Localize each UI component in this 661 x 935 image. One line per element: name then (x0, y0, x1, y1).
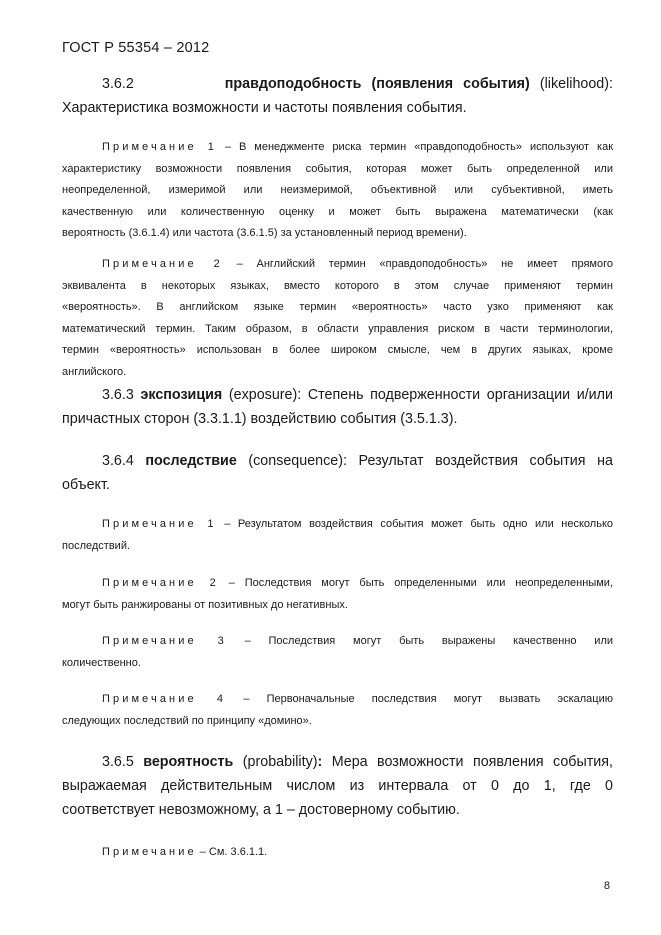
note-3-6-2-2 (62, 254, 613, 383)
term-line (62, 750, 613, 774)
note-label: Примечание 4 (102, 693, 227, 705)
term-definition: (exposure): Степень подверженности организации и/или (228, 387, 613, 403)
note-line: вероятность (3.6.1.4) или частота (3.6.1.5) за установленный период времени). (62, 227, 467, 239)
note-line (62, 631, 613, 653)
page-number: 8 (603, 880, 610, 892)
note-text: – Последствия могут быть определенными или неопределенными, (228, 577, 613, 589)
term-line: соответствует невозможному, а 1 – достоверному событию. (62, 802, 460, 818)
term-name: экспозиция (140, 387, 223, 403)
note-label: Примечание 3 (102, 635, 227, 647)
term-name: вероятность (143, 754, 234, 770)
note-line (62, 842, 613, 864)
note-line (62, 573, 613, 595)
term-3-6-2 (62, 72, 613, 120)
note-line: термин «вероятность» использован в более широком смысле, чем в других языках, кроме (62, 344, 613, 356)
note-3-6-2-1 (62, 137, 613, 245)
term-name-ext: (появления события) (371, 76, 530, 92)
term-3-6-3 (62, 383, 613, 431)
note-text: – Результатом воздействия события может быть одно или несколько (224, 518, 614, 530)
note-line: эквивалента в некоторых языках, вместо которого в этом случае применяют термин (62, 279, 613, 292)
term-number: 3.6.4 (102, 453, 134, 469)
note-3-6-4-4 (62, 689, 613, 732)
term-definition: Характеристика возможности и частоты появления события. (62, 100, 467, 116)
note-3-6-4-3 (62, 631, 613, 674)
term-line (62, 72, 613, 96)
note-text: – Английский термин «правдоподобность» не имеет прямого (236, 258, 613, 270)
note-label: Примечание 2 (102, 258, 223, 270)
note-3-6-4-2 (62, 573, 613, 616)
note-text: – См. 3.6.1.1. (199, 846, 268, 858)
note-line: количественно. (62, 656, 141, 669)
note-label: Примечание 1 (102, 518, 217, 530)
note-line: последствий. (62, 539, 131, 552)
note-label: Примечание 2 (102, 577, 219, 589)
term-english: (likelihood): (539, 76, 613, 92)
term-definition: (consequence): Результат воздействия события на (248, 453, 613, 469)
note-line (62, 689, 613, 711)
term-number: 3.6.5 (102, 754, 134, 770)
term-colon: : (317, 754, 323, 770)
note-line: качественную или количественную оценку и может быть выражена математически (как (62, 205, 613, 218)
note-3-6-5 (62, 842, 613, 864)
note-line: могут быть ранжированы от позитивных до негативных. (62, 598, 348, 611)
term-line: выражаемая действительным числом из интервала от 0 до 1, где 0 (62, 778, 613, 794)
term-definition: Мера возможности появления события, (331, 754, 613, 770)
note-text: – В менеджменте риска термин «правдоподобность» используют как (224, 141, 614, 153)
note-3-6-4-1 (62, 514, 613, 557)
term-name: последствие (145, 453, 237, 469)
note-line (62, 514, 613, 536)
term-english: (probability) (242, 754, 318, 770)
note-line: характеристику возможности появления события, которая может быть определенной или (62, 162, 613, 175)
term-3-6-4 (62, 449, 613, 497)
note-line: английского. (62, 365, 127, 378)
note-line: «вероятность». В английском языке термин «вероятность» часто узко применяют как (62, 301, 613, 313)
document-id: ГОСТ Р 55354 – 2012 (62, 40, 210, 56)
term-line (62, 449, 613, 473)
note-label: Примечание (102, 846, 197, 858)
note-line (62, 137, 613, 159)
note-line: следующих последствий по принципу «домино». (62, 714, 312, 727)
note-text: – Последствия могут быть выражены качественно или (244, 635, 614, 647)
term-3-6-5 (62, 750, 613, 822)
term-line: объект. (62, 477, 110, 493)
term-number: 3.6.3 (102, 387, 134, 403)
note-label: Примечание 1 (102, 141, 217, 153)
note-line: неопределенной, измеримой или неизмеримой, объективной или субъективной, иметь (62, 184, 613, 196)
term-line (62, 383, 613, 407)
note-text: – Первоначальные последствия могут вызвать эскалацию (243, 693, 613, 705)
term-line: причастных сторон (3.3.1.1) воздействию события (3.5.1.3). (62, 411, 458, 427)
term-name: правдоподобность (224, 76, 362, 92)
note-line (62, 254, 613, 276)
note-line: математический термин. Таким образом, в области управления риском в части терминологии, (62, 322, 613, 335)
term-number: 3.6.2 (102, 76, 134, 92)
